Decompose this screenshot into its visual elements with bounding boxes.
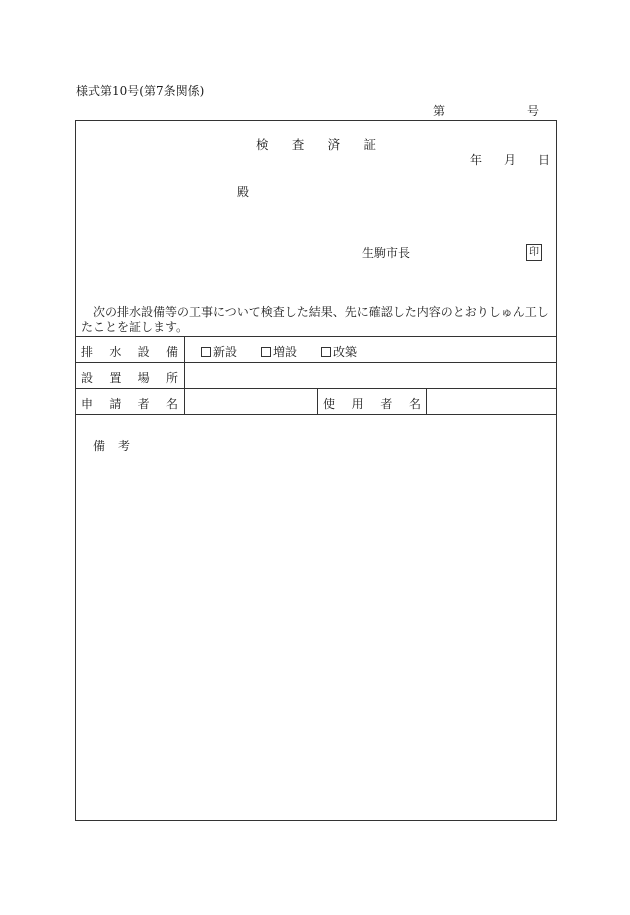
label-char: 者 xyxy=(380,397,393,411)
location-label xyxy=(81,369,178,386)
drainage-options xyxy=(201,343,357,360)
drainage-row xyxy=(76,336,556,363)
label-char: 所 xyxy=(165,371,178,385)
column-divider xyxy=(426,389,427,415)
column-divider xyxy=(184,389,185,415)
remarks-divider xyxy=(76,414,556,415)
certificate-statement: 次の排水設備等の工事について検査した結果、先に確認した内容のとおりしゅん工したことを証します。 xyxy=(81,305,549,334)
label-char: 設 xyxy=(81,371,94,385)
label-char: 申 xyxy=(81,397,94,411)
title-char: 査 xyxy=(291,137,305,152)
date-year: 年 xyxy=(470,153,483,167)
label-char: 排 xyxy=(81,345,94,359)
title-char: 検 xyxy=(256,137,269,152)
checkbox-icon[interactable] xyxy=(261,347,271,357)
checkbox-icon[interactable] xyxy=(201,347,211,357)
column-divider xyxy=(184,337,185,363)
label-char: 場 xyxy=(137,371,150,385)
label-char: 用 xyxy=(351,397,364,411)
option-extension[interactable] xyxy=(261,343,297,360)
option-new[interactable] xyxy=(201,343,237,360)
label-char: 備 xyxy=(165,345,178,359)
label-char: 考 xyxy=(117,439,130,453)
date-month: 月 xyxy=(503,153,516,167)
remarks-label xyxy=(93,437,130,454)
option-renovation[interactable] xyxy=(321,343,357,360)
document-number-suffix: 号 xyxy=(527,104,540,118)
checkbox-icon[interactable] xyxy=(321,347,331,357)
column-divider xyxy=(317,389,318,415)
drainage-label xyxy=(81,343,178,360)
document-number-prefix: 第 xyxy=(433,104,446,118)
label-char: 者 xyxy=(137,397,150,411)
date-day: 日 xyxy=(537,153,550,167)
label-char: 使 xyxy=(323,397,336,411)
option-label: 新設 xyxy=(213,345,238,359)
issue-date xyxy=(470,153,550,167)
title-char: 済 xyxy=(327,137,341,152)
label-char: 名 xyxy=(408,397,421,411)
option-label: 改築 xyxy=(333,345,358,359)
label-char: 水 xyxy=(109,345,122,359)
label-char: 請 xyxy=(109,397,122,411)
label-char: 備 xyxy=(93,439,106,453)
addressee-honorific: 殿 xyxy=(237,185,250,199)
label-char: 名 xyxy=(165,397,178,411)
applicant-row xyxy=(76,388,556,415)
certificate-title xyxy=(256,138,376,152)
form-number-label: 様式第10号(第7条関係) xyxy=(76,84,205,98)
label-char: 設 xyxy=(137,345,150,359)
option-label: 増設 xyxy=(273,345,298,359)
applicant-label xyxy=(81,395,178,412)
label-char: 置 xyxy=(109,371,122,385)
seal-stamp: 印 xyxy=(526,244,542,261)
title-char: 証 xyxy=(363,137,376,152)
user-label xyxy=(323,395,421,412)
certificate-frame xyxy=(75,120,557,821)
location-row xyxy=(76,362,556,389)
column-divider xyxy=(184,363,185,389)
issuer-name: 生駒市長 xyxy=(362,246,411,260)
